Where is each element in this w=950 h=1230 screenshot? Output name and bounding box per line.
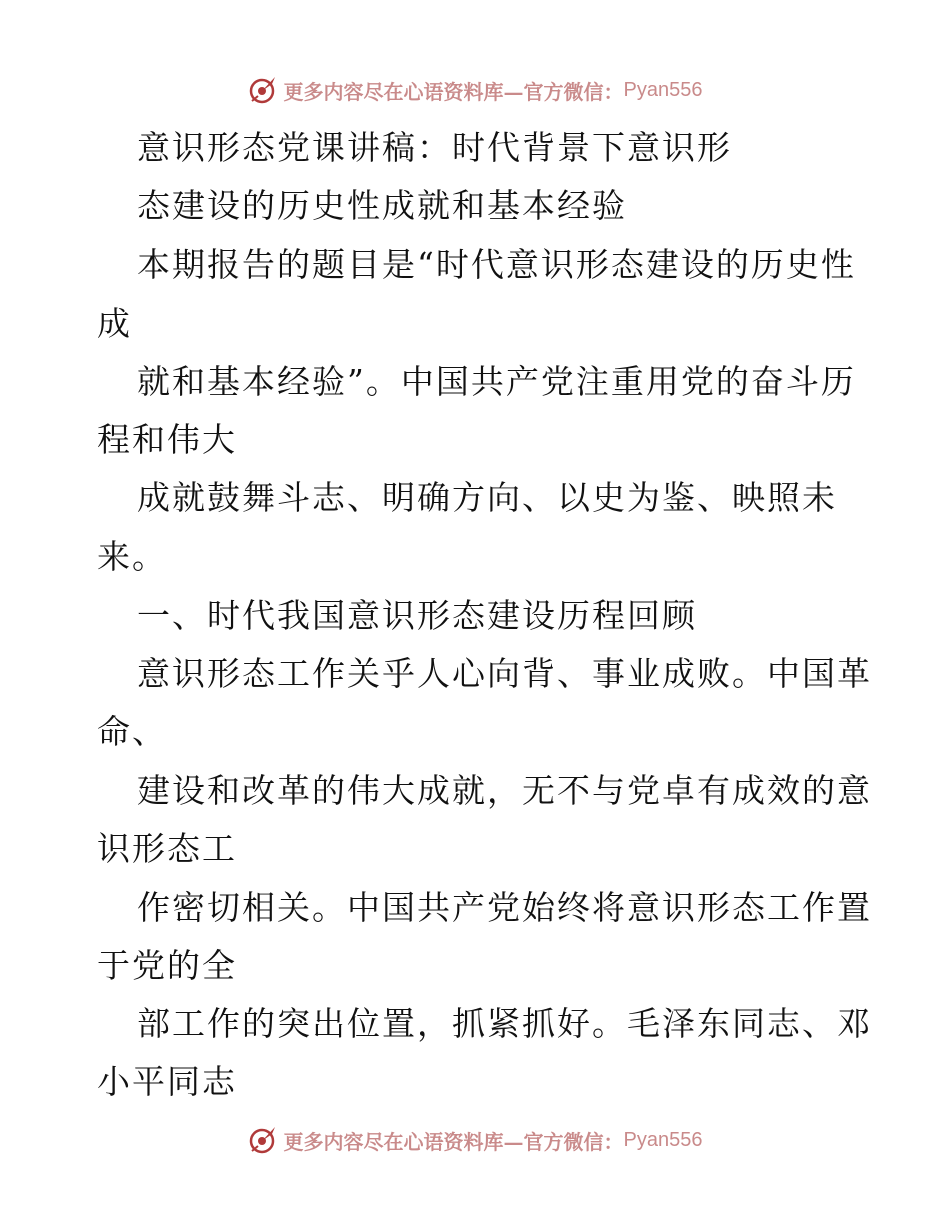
paragraph-line: 建设和改革的伟大成就，无不与党卓有成效的意: [137, 771, 872, 810]
paragraph-line: 来。: [97, 537, 167, 576]
paragraph-line: 识形态工: [97, 829, 237, 868]
quill-logo-icon: [248, 1125, 278, 1155]
paragraph-line: 成就鼓舞斗志、明确方向、以史为鉴、映照未: [137, 478, 837, 517]
paragraph-line: 本期报告的题目是“时代意识形态建设的历史性: [137, 245, 856, 284]
quill-logo-icon: [248, 75, 278, 105]
banner-wechat-id: Pyan556: [623, 78, 703, 101]
footer-watermark-banner: [0, 1120, 950, 1160]
paragraph-line: 于党的全: [97, 946, 237, 985]
paragraph-line: 就和基本经验”。中国共产党注重用党的奋斗历: [137, 362, 856, 401]
title-line: 意识形态党课讲稿：时代背景下意识形: [137, 128, 732, 167]
paragraph-line: 成: [97, 304, 132, 343]
paragraph-line: 意识形态工作关乎人心向背、事业成败。中国革: [137, 654, 872, 693]
paragraph-line: 程和伟大: [97, 420, 237, 459]
title-line: 态建设的历史性成就和基本经验: [137, 186, 627, 225]
paragraph-line: 小平同志: [97, 1062, 237, 1101]
header-watermark-banner: [0, 70, 950, 110]
paragraph-line: 作密切相关。中国共产党始终将意识形态工作置: [137, 888, 872, 927]
banner-text: 更多内容尽在心语资料库—官方微信：: [283, 1129, 624, 1154]
section-heading: 一、时代我国意识形态建设历程回顾: [137, 596, 697, 635]
paragraph-line: 命、: [97, 712, 167, 751]
banner-wechat-id: Pyan556: [623, 1128, 703, 1151]
banner-text: 更多内容尽在心语资料库—官方微信：: [283, 79, 624, 104]
paragraph-line: 部工作的突出位置，抓紧抓好。毛泽东同志、邓: [137, 1004, 872, 1043]
